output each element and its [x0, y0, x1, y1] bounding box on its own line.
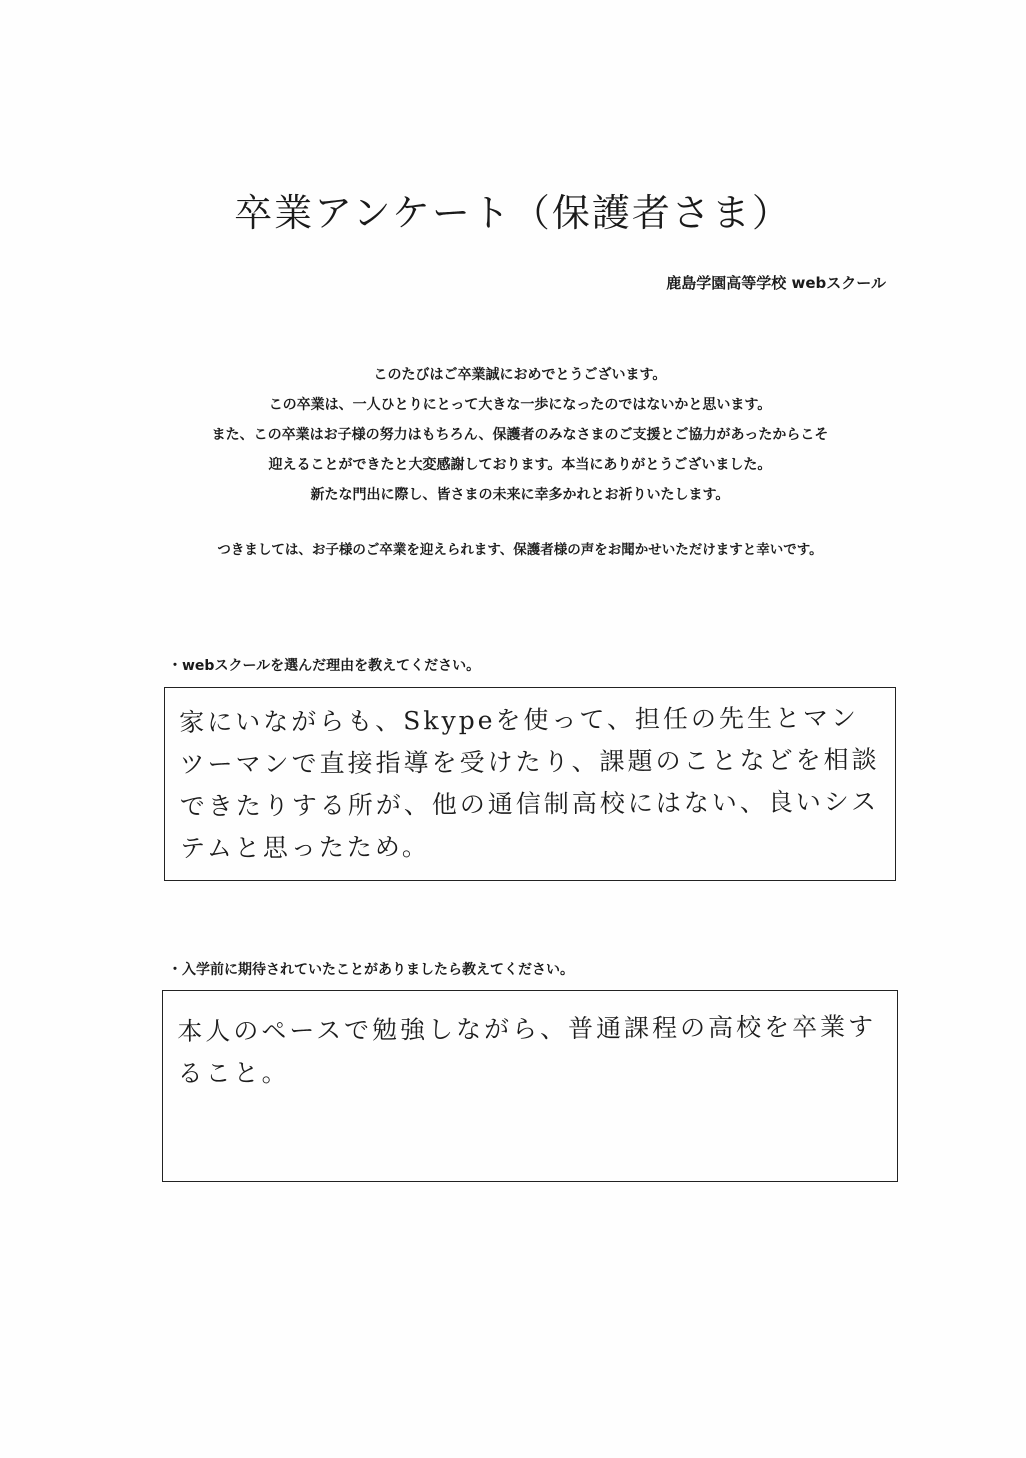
greeting-message: [140, 360, 900, 510]
page-title: 卒業アンケート（保護者さま）: [234, 191, 792, 235]
answer-box[interactable]: [162, 990, 898, 1182]
greeting-line: 新たな門出に際し、皆さまの未来に幸多かれとお祈りいたします。: [310, 487, 730, 503]
request-message: つきましては、お子様のご卒業を迎えられます、保護者様の声をお聞かせいただけますと幸いです。: [217, 542, 823, 558]
handwritten-answer: 本人のペースで勉強しながら、普通課程の高校を卒業すること。: [177, 1012, 877, 1088]
school-name: 鹿島学園高等学校 webスクール: [666, 274, 886, 292]
question-label: ・入学前に期待されていたことがありましたら教えてください。: [168, 962, 574, 978]
greeting-line: 迎えることができたと大変感謝しております。本当にありがとうございました。: [268, 457, 772, 473]
question-label: ・webスクールを選んだ理由を教えてください。: [168, 658, 481, 674]
greeting-line: この卒業は、一人ひとりにとって大きな一歩になったのではないかと思います。: [268, 397, 772, 413]
handwritten-answer: 家にいながらも、Skypeを使って、担任の先生とマンツーマンで直接指導を受けたり、課題のことなどを相談できたりする所が、他の通信制高校にはない、良いシステムと思ったため。: [179, 703, 880, 863]
greeting-line: このたびはご卒業誠におめでとうございます。: [373, 367, 667, 383]
greeting-line: また、この卒業はお子様の努力はもちろん、保護者のみなさまのご支援とご協力があったからこそ: [211, 427, 829, 443]
answer-box[interactable]: [164, 687, 896, 881]
